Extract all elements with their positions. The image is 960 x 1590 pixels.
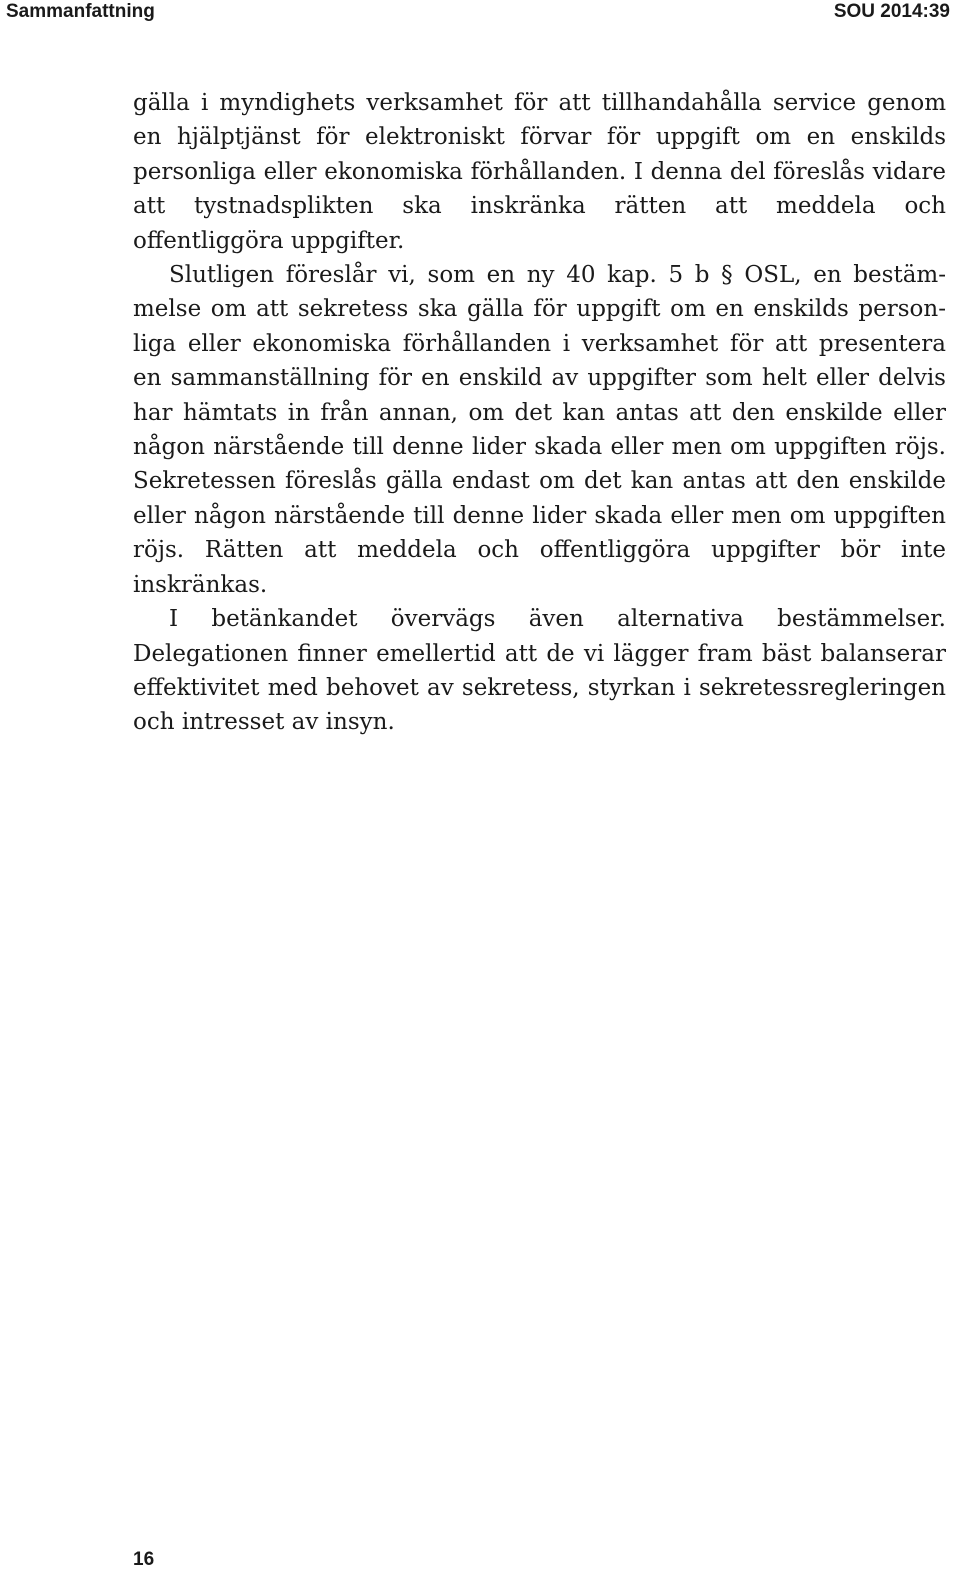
section-title: Sammanfattning xyxy=(6,1,155,22)
paragraph-continuation: gälla i myndighets verksamhet för att tillhandahålla service genom en hjälptjänst för elektroniskt förvar för uppgift om en enskilds personliga eller ekonomiska förhållanden. I denna del föreslås vidare att tystnadsplikten ska inskränka rätten att meddela och offentliggöra uppgifter. xyxy=(133,90,946,254)
paragraph-proposal: Slutligen föreslår vi, som en ny 40 kap. 5 b § OSL, en bestämmelse om att sekretess ska gälla för uppgift om en enskilds personliga eller ekonomiska förhållanden i verksamhet för att presentera en sammanställning för en enskild av uppgifter som helt eller delvis har hämtats in från annan, om det kan antas att den enskilde eller någon närstående till denne lider skada eller men om uppgiften röjs. Sekretessen föreslås gälla endast om det kan antas att den enskilde eller någon närstående till denne lider skada eller men om uppgiften röjs. Rätten att meddela och offentliggöra uppgifter bör inte inskränkas. xyxy=(133,262,946,598)
paragraph-alternatives: I betänkandet övervägs även alternativa bestämmelser. Delegationen finner emellertid att de vi lägger fram bäst balanserar effektivitet med behovet av sekretess, styrkan i sekretessregleringen och intresset av insyn. xyxy=(133,606,946,736)
document-id: SOU 2014:39 xyxy=(833,1,950,22)
page-number: 16 xyxy=(133,1549,155,1570)
body-text xyxy=(133,86,946,740)
running-header xyxy=(0,0,960,26)
